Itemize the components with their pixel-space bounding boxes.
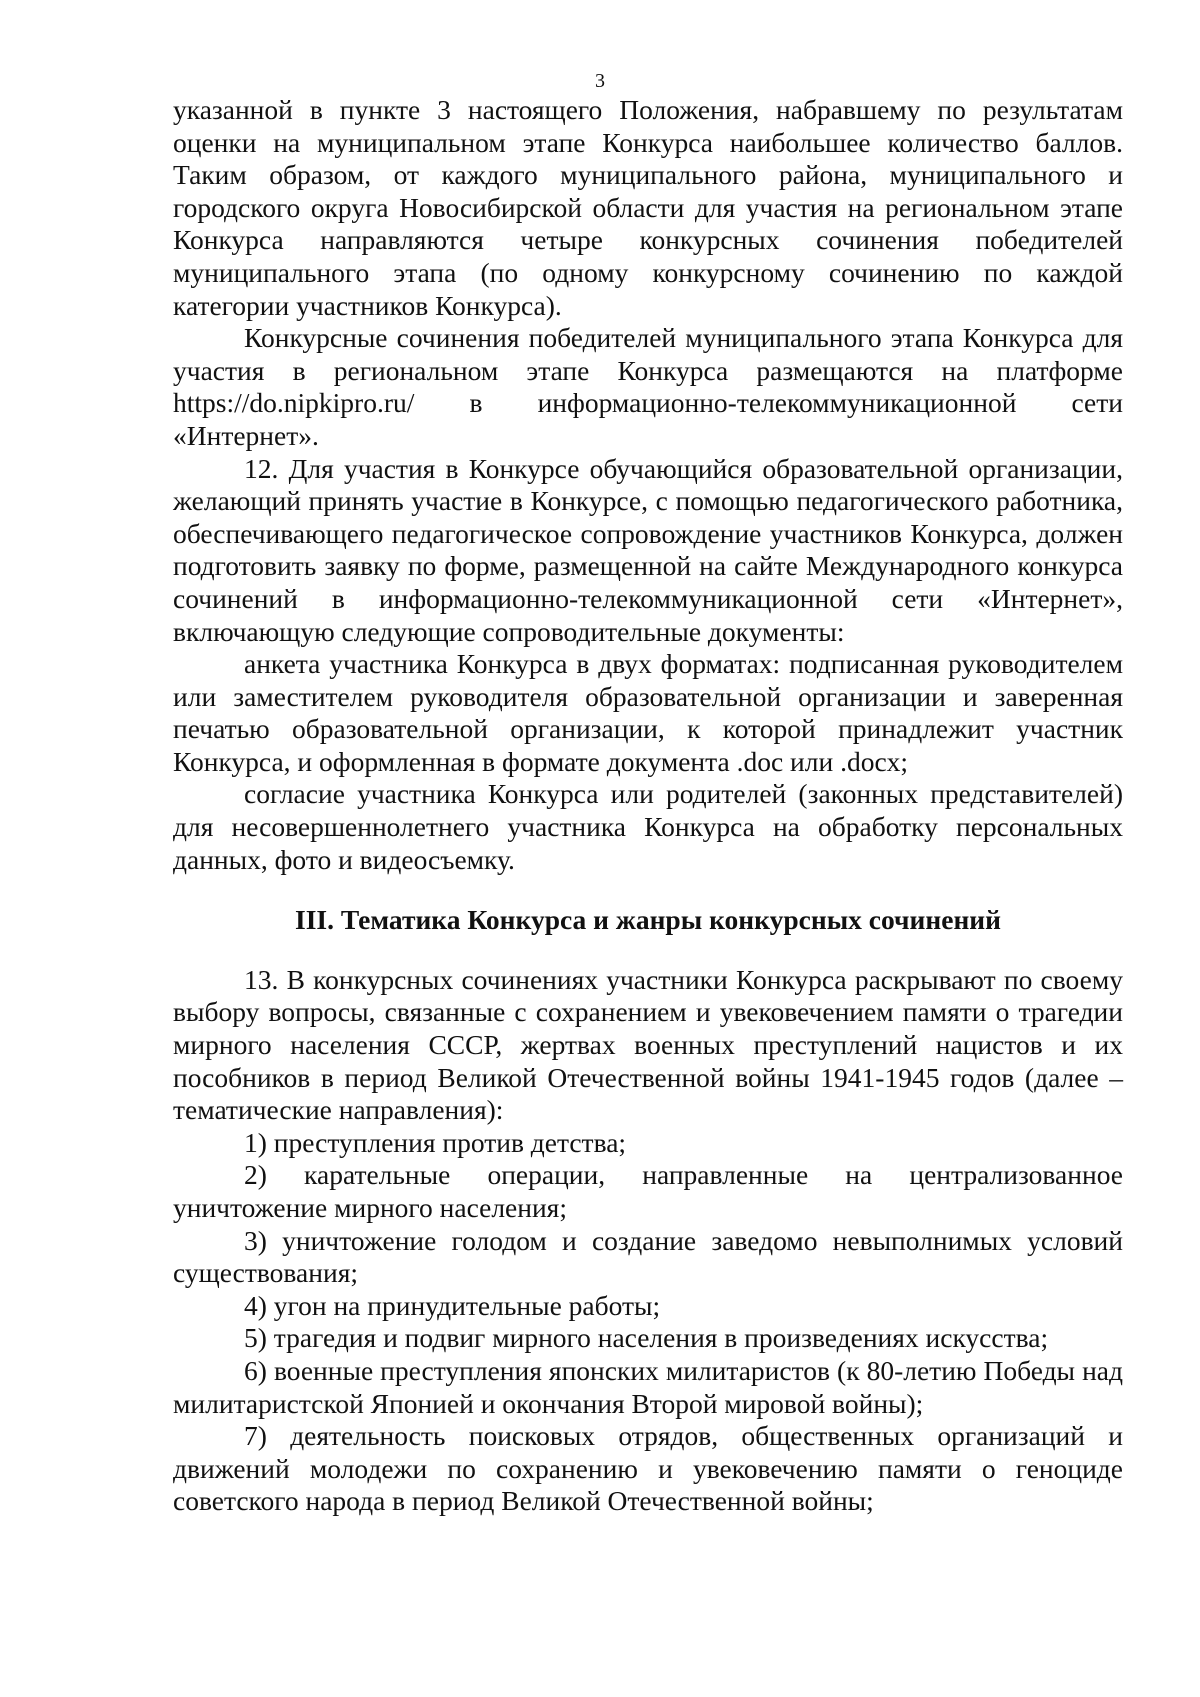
page-number: 3 — [595, 70, 605, 92]
paragraph-platform: Конкурсные сочинения победителей муниципального этапа Конкурса для участия в региональном этапе Конкурса размещаются на платформе https://do.nipkipro.ru/ в информационно-телекоммуникационной сети «Интернет». — [173, 322, 1123, 451]
section-heading: III. Тематика Конкурса и жанры конкурсных сочинений — [295, 904, 1001, 936]
document-body — [173, 94, 1123, 1518]
list-item-4: 4) угон на принудительные работы; — [244, 1289, 661, 1321]
paragraph-questionnaire: анкета участника Конкурса в двух форматах: подписанная руководителем или заместителем руководителя образовательной организации и заверенная печатью образовательной организации, к которой принадлежит участник Конкурса, и оформленная в формате документа .doc или .docx; — [173, 648, 1123, 777]
list-item-5: 5) трагедия и подвиг мирного населения в произведениях искусства; — [244, 1322, 1049, 1354]
list-item-2: 2) карательные операции, направленные на централизованное уничтожение мирного населения; — [173, 1159, 1123, 1223]
paragraph-item-13: 13. В конкурсных сочинениях участники Конкурса раскрывают по своему выбору вопросы, связанные с сохранением и увековечением памяти о трагедии мирного населения СССР, жертвах военных преступлений нацистов и их пособников в период Великой Отечественной войны 1941-1945 годов (далее – тематические направления): — [173, 963, 1123, 1126]
list-item-7: 7) деятельность поисковых отрядов, общественных организаций и движений молодежи по сохранению и увековечению памяти о геноциде советского народа в период Великой Отечественной войны; — [173, 1420, 1123, 1517]
paragraph-continuation: указанной в пункте 3 настоящего Положения, набравшему по результатам оценки на муниципальном этапе Конкурса наибольшее количество баллов. Таким образом, от каждого муниципального района, муниципального и городского округа Новосибирской области для участия на региональном этапе Конкурса направляются четыре конкурсных сочинения победителей муниципального этапа (по одному конкурсному сочинению по каждой категории участников Конкурса). — [173, 94, 1123, 321]
paragraph-consent: согласие участника Конкурса или родителей (законных представителей) для несовершеннолетнего участника Конкурса на обработку персональных данных, фото и видеосъемку. — [173, 778, 1123, 875]
list-item-1: 1) преступления против детства; — [244, 1126, 627, 1158]
list-item-6: 6) военные преступления японских милитаристов (к 80-летию Победы над милитаристской Японией и окончания Второй мировой войны); — [173, 1354, 1123, 1419]
paragraph-item-12: 12. Для участия в Конкурсе обучающийся образовательной организации, желающий принять участие в Конкурсе, с помощью педагогического работника, обеспечивающего педагогическое сопровождение участников Конкурса, должен подготовить заявку по форме, размещенной на сайте Международного конкурса сочинений в информационно-телекоммуникационной сети «Интернет», включающую следующие сопроводительные документы: — [173, 452, 1123, 647]
list-item-3: 3) уничтожение голодом и создание заведомо невыполнимых условий существования; — [173, 1224, 1123, 1289]
